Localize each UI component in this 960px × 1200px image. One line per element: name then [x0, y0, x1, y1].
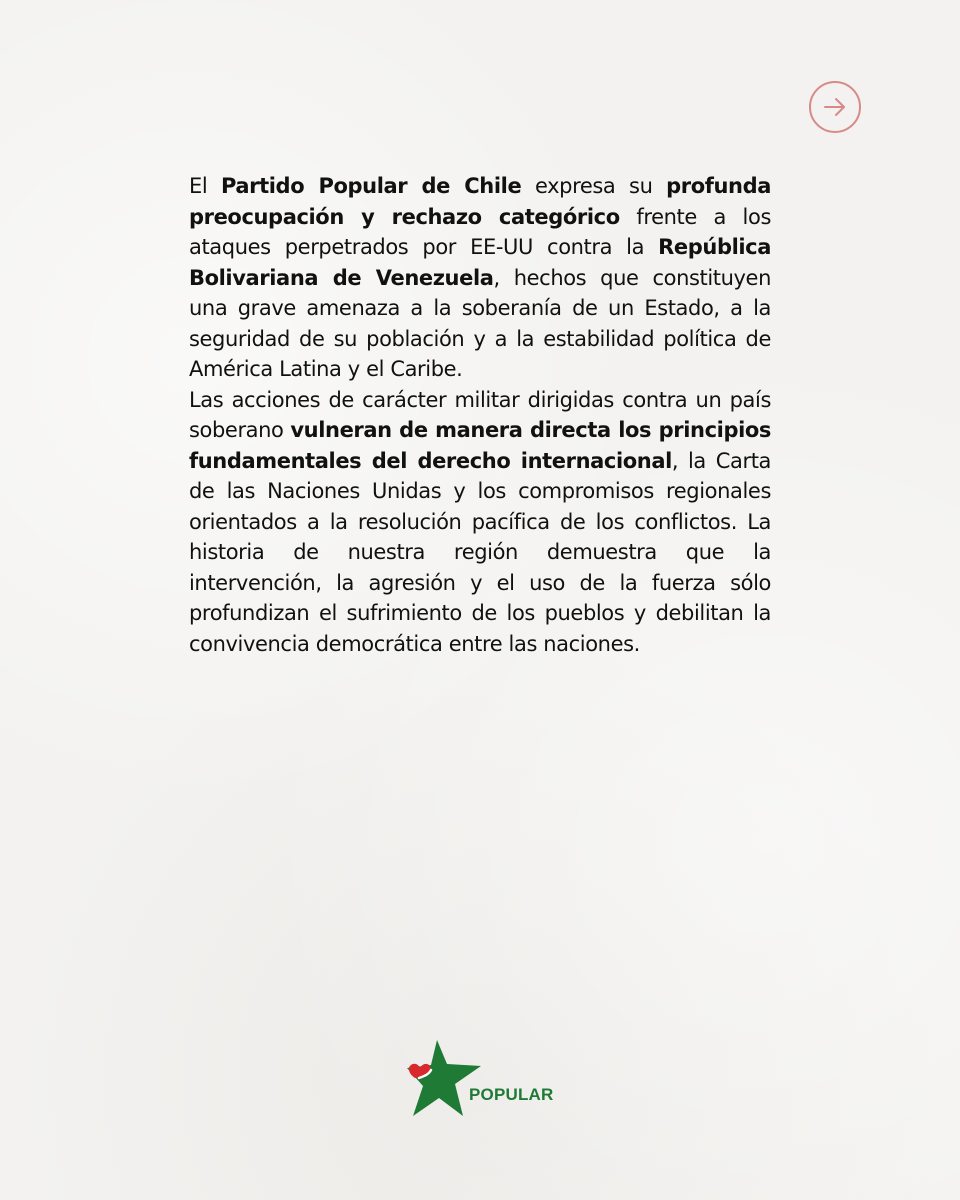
star-heart-logo-icon [405, 1038, 485, 1120]
logo-wordmark: POPULAR [469, 1085, 554, 1104]
statement-paragraph-2: Las acciones de carácter militar dirigidas contra un país soberano vulneran de manera directa los principios fundamentales del derecho internacional, la Carta de las Naciones Unidas y los compromisos regionales orientados a la resolución pacífica de los conflictos. La historia de nuestra región demuestra que la intervención, la agresión y el uso de la fuerza sólo profundizan el sufrimiento de los pueblos y debilitan la convivencia democrática entre las naciones. [189, 387, 771, 656]
party-logo [405, 1038, 565, 1120]
statement-body [189, 171, 771, 659]
next-slide-button[interactable] [809, 81, 861, 133]
arrow-right-icon [820, 92, 850, 122]
statement-paragraph-1: El Partido Popular de Chile expresa su profunda preocupación y rechazo categórico frente a los ataques perpetrados por EE-UU contra la República Bolivariana de Venezuela, hechos que constituyen una grave amenaza a la soberanía de un Estado, a la seguridad de su población y a la estabilidad política de América Latina y el Caribe. [189, 174, 772, 381]
